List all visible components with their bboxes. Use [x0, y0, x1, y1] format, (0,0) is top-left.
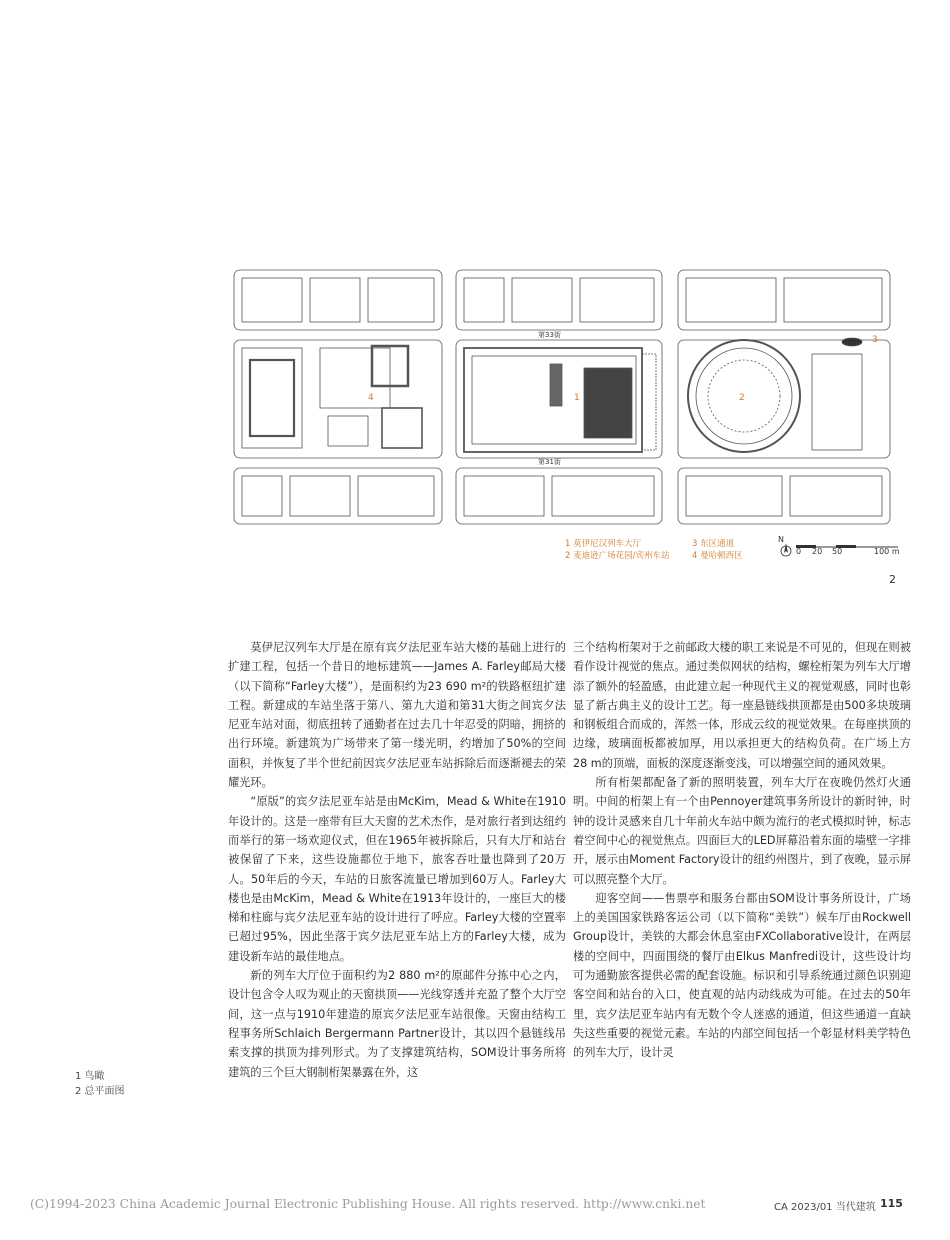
- marker-3: 3: [872, 335, 878, 345]
- legend-num: 3: [692, 539, 698, 549]
- legend-item-4: [692, 549, 743, 563]
- legend-text: 莫伊尼汉列车大厅: [573, 539, 642, 549]
- marker-4: 4: [368, 393, 374, 403]
- legend-text: 曼哈顿西区: [700, 551, 743, 561]
- site-plan-figure: [232, 268, 908, 564]
- scale-tick-0: 0: [796, 547, 802, 556]
- paragraph: “原版”的宾夕法尼亚车站是由McKim，Mead & White在1910年设计的。这是一座带有巨大天窗的艺术杰作，是对旅行者到达纽约而举行的第一场欢迎仪式，但在1965年被拆除后，只有大厅和站台被保留了下来，这些设施都位于地下，旅客吞吐量也降到了20万人。50年后的今天，车站的日旅客流量已增加到60万人。Farley大楼也是由McKim，Mead & White在1913年设计的，一座巨大的楼梯和柱廊与宾夕法尼亚车站的设计进行了呼应。Farley大楼的空置率已超过95%，因此坐落于宾夕法尼亚车站上方的Farley大楼，成为建设新车站的最佳地点。: [228, 795, 566, 963]
- legend-text: 麦迪逊广场花园/宾州车站: [573, 551, 670, 561]
- paragraph: 莫伊尼汉列车大厅是在原有宾夕法尼亚车站大楼的基础上进行的扩建工程，包括一个昔日的地标建筑——James A. Farley邮局大楼（以下简称“Farley大楼”），是面积约为23 690 m²的铁路枢纽扩建工程。新建成的车站坐落于第八、第九大道和第31大街之间宾夕法尼亚车站对面，彻底扭转了通勤者在过去几十年忍受的阴暗，拥挤的出行环境。新建筑为广场带来了第一缕光明，约增加了50%的空间面积，并恢复了半个世纪前因宾夕法尼亚车站拆除后而逐渐褪去的荣耀光环。: [228, 641, 566, 790]
- marker-2: 2: [739, 393, 745, 403]
- street-label-31: 第31街: [538, 458, 561, 466]
- legend-num: 2: [565, 551, 571, 561]
- journal-name: CA 2023/01 当代建筑: [774, 1202, 876, 1213]
- copyright-notice: (C)1994-2023 China Academic Journal Electronic Publishing House. All rights reserved. http://www.cnki.net: [30, 1197, 706, 1211]
- scale-tick-50: 50: [832, 547, 843, 556]
- legend-item-2: [565, 549, 670, 563]
- figure-captions: [75, 1069, 125, 1099]
- figure-number: 2: [889, 573, 896, 586]
- marker-1: 1: [574, 393, 580, 403]
- legend-num: 1: [565, 539, 571, 549]
- street-label-33: 第33街: [538, 331, 561, 339]
- legend-num: 4: [692, 551, 698, 561]
- page-number: 115: [880, 1197, 903, 1210]
- paragraph: 所有桁架都配备了新的照明装置，列车大厅在夜晚仍然灯火通明。中间的桁架上有一个由Pennoyer建筑事务所设计的新时钟，时钟的设计灵感来自几十年前火车站中颇为流行的老式模拟时钟，标志着空间中心的视觉焦点。四面巨大的LED屏幕沿着东面的墙壁一字排开，展示由Moment Factory设计的纽约州图片，到了夜晚，显示屏可以照亮整个大厅。: [573, 776, 911, 886]
- page-footer: [0, 1197, 950, 1217]
- city-blocks: [234, 270, 890, 524]
- caption-2: 2 总平面图: [75, 1086, 125, 1097]
- scale-tick-100: 100 m: [874, 547, 900, 556]
- text-column-left: [228, 638, 566, 1082]
- north-label: N: [778, 535, 784, 544]
- scale-bar: [778, 537, 903, 561]
- paragraph: 迎客空间——售票亭和服务台都由SOM设计事务所设计，广场上的美国国家铁路客运公司（以下简称“美铁”）候车厅由Rockwell Group设计，美铁的大都会休息室由FXCollaborative设计，在两层楼的空间中，四面围绕的餐厅由Elkus Manfredi设计，这些设计均可为通勤旅客提供必需的配套设施。标识和引导系统通过颜色识别迎客空间和站台的入口，使直观的站内动线成为可能。在过去的50年里，宾夕法尼亚车站内有无数个令人迷惑的通道，但这些通道一直缺失这些重要的视觉元素。车站的内部空间包括一个彰显材料美学特色的列车大厅，设计灵: [573, 891, 911, 1060]
- legend-text: 东区通道: [700, 539, 735, 549]
- text-column-right: [573, 638, 911, 1063]
- paragraph: 新的列车大厅位于面积约为2 880 m²的原邮件分拣中心之内，设计包含令人叹为观止的天窗拱顶——光线穿透并充盈了整个大厅空间，这一点与1910年建造的原宾夕法尼亚车站很像。天窗由结构工程事务所Schlaich Bergermann Partner设计，其以四个悬链线吊索支撑的拱顶为排列形式。为了支撑建筑结构，SOM设计事务所将建筑的三个巨大钢制桁架暴露在外，这: [228, 969, 566, 1079]
- scale-tick-20: 20: [812, 547, 823, 556]
- paragraph: 三个结构桁架对于之前邮政大楼的职工来说是不可见的，但现在则被看作设计视觉的焦点。通过类似网状的结构，螺栓桁架为列车大厅增添了额外的轻盈感，由此建立起一种现代主义的视觉观感，同时也彰显了新古典主义的设计工艺。每一座悬链线拱顶都是由500多块玻璃和钢板组合而成的，浑然一体，形成云纹的视觉效果。在每座拱顶的边缘，玻璃面板都被加厚，用以承担更大的结构负荷。在广场上方28 m的顶端，面板的深度逐渐变浅，可以增强空间的通风效果。: [573, 641, 911, 770]
- caption-1: 1 鸟瞰: [75, 1071, 105, 1082]
